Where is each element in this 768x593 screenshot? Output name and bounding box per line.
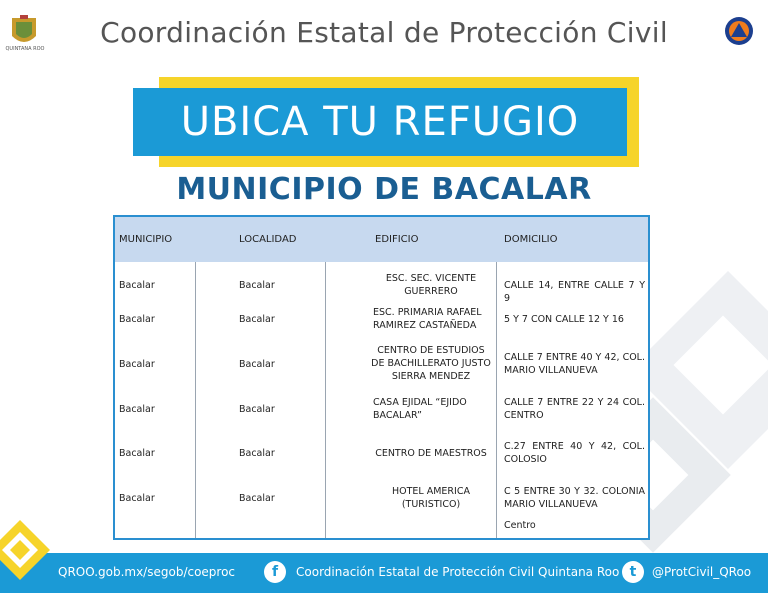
cell-municipio: Bacalar [119,280,155,291]
cell-edificio: ESC. SEC. VICENTE GUERRERO [385,273,477,297]
cell-domicilio: 5 Y 7 CON CALLE 12 Y 16 [504,314,624,325]
column-divider [325,262,326,538]
header-domicilio: DOMICILIO [504,234,558,245]
logo-caption: QUINTANA ROO [5,46,45,52]
cell-domicilio-extra: Centro [504,520,536,531]
footer-bar [0,553,768,593]
proteccion-civil-logo [724,16,754,46]
cell-localidad: Bacalar [239,493,275,504]
corner-decoration [0,520,50,580]
cell-localidad: Bacalar [239,448,275,459]
header-municipio: MUNICIPIO [119,234,173,245]
cell-domicilio: CALLE 14, ENTRE CALLE 7 Y 9 [504,280,645,304]
cell-edificio: CASA EJIDAL “EJIDO BACALAR” [373,397,467,421]
header-edificio: EDIFICIO [375,234,419,245]
facebook-icon[interactable]: f [264,561,286,583]
cell-municipio: Bacalar [119,448,155,459]
cell-domicilio: C.27 ENTRE 40 Y 42, COL. COLOSIO [504,441,645,465]
cell-domicilio: C 5 ENTRE 30 Y 32. COLONIA MARIO VILLANUEVA [504,486,645,510]
cell-localidad: Bacalar [239,404,275,415]
column-divider [195,262,196,538]
cell-edificio: CENTRO DE ESTUDIOS DE BACHILLERATO JUSTO SIERRA MENDEZ [371,345,491,382]
cell-municipio: Bacalar [119,493,155,504]
page-title: Coordinación Estatal de Protección Civil [100,16,668,49]
municipality-heading: MUNICIPIO DE BACALAR [176,172,592,207]
banner [133,77,639,167]
cell-edificio: ESC. PRIMARIA RAFAEL RAMIREZ CASTAÑEDA [373,307,482,331]
cell-localidad: Bacalar [239,314,275,325]
cell-municipio: Bacalar [119,314,155,325]
cell-localidad: Bacalar [239,280,275,291]
twitter-link[interactable]: @ProtCivil_QRoo [652,565,752,579]
header-localidad: LOCALIDAD [239,234,297,245]
cell-edificio: CENTRO DE MAESTROS [375,448,487,459]
column-divider [496,262,497,538]
cell-localidad: Bacalar [239,359,275,370]
shelter-table [113,215,650,540]
cell-edificio: HOTEL AMERICA (TURISTICO) [392,486,470,510]
table-header-row [115,217,648,262]
twitter-icon[interactable]: t [622,561,644,583]
cell-domicilio: CALLE 7 ENTRE 22 Y 24 COL. CENTRO [504,397,645,421]
cell-domicilio: CALLE 7 ENTRE 40 Y 42, COL. MARIO VILLANUEVA [504,352,645,376]
banner-title: UBICA TU REFUGIO [133,88,627,156]
cell-municipio: Bacalar [119,404,155,415]
facebook-link[interactable]: Coordinación Estatal de Protección Civil Quintana Roo [296,565,620,579]
website-link[interactable]: QROO.gob.mx/segob/coeproc [58,565,236,579]
cell-municipio: Bacalar [119,359,155,370]
